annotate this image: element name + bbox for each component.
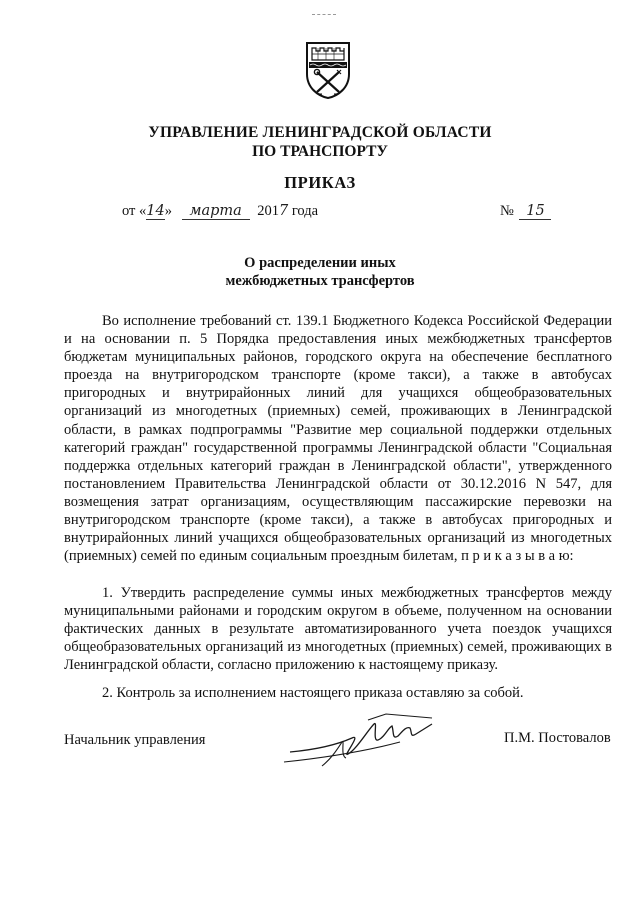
order-item-1-text: 1. Утвердить распределение суммы иных межбюджетных трансфертов между муниципальными районами и городским округом в объеме, полученном на основании фактических данных в результате автоматизированного учета поездок учащихся общеобразовательных организаций из многодетных (приемных) семей, проживающих в Ленинградской области, согласно приложению к настоящему приказу. [64, 585, 612, 674]
preamble-text: Во исполнение требований ст. 139.1 Бюджетного Кодекса Российской Федерации и на основании п. 5 Порядка предоставления иных межбюджетных трансфертов бюджетам муниципальных районов, городского округа на обеспечение бесплатного проезда на внутригородском транспорте (кроме такси), а также в автобусах пригородных и внутрирайонных линий для учащихся общеобразовательных организаций из многодетных (приемных) семей, проживающих в Ленинградской области, в рамках подпрограммы "Развитие мер социальной поддержки отдельных категорий граждан" государственной программы Ленинградской области "Социальная поддержка отдельных категорий граждан в Ленинградской области", утвержденного постановлением Правительства Ленинградской области от 30.12.2016 N 547, для возмещения затрат организациям, осуществляющим пассажирские перевозки на внутригородском транспорте (кроме такси), а также в автобусах пригородных и внутрирайонных линий учащихся общеобразовательных организаций из многодетных (приемных) семей по единым социальным проездным билетам, [64, 313, 612, 565]
org-name-line1: УПРАВЛЕНИЕ ЛЕНИНГРАДСКОЙ ОБЛАСТИ [148, 124, 492, 141]
date-day: 14 [146, 203, 165, 219]
order-number [500, 203, 551, 220]
org-name-line2: ПО ТРАНСПОРТУ [252, 143, 388, 160]
subject-line1: О распределении иных [244, 255, 396, 271]
subject-line2: межбюджетных трансфертов [225, 273, 415, 289]
date-year-digit: 7 [278, 203, 289, 219]
order-item-2-text: 2. Контроль за исполнением настоящего приказа оставляю за собой. [102, 685, 524, 701]
order-word: п р и к а з ы в а ю: [461, 548, 574, 565]
coat-of-arms-emblem [304, 40, 352, 100]
signatory-position: Начальник управления [64, 732, 206, 748]
date-suffix: года [291, 203, 319, 219]
date-prefix: от « [122, 203, 147, 219]
preamble-paragraph [64, 312, 612, 565]
document-type-title: ПРИКАЗ [284, 173, 356, 192]
handwritten-signature [282, 700, 442, 780]
date-month: марта [182, 203, 250, 220]
date-mid: » [164, 203, 172, 219]
date-line [122, 203, 318, 220]
order-number-value: 15 [519, 203, 551, 220]
signatory-name: П.М. Постовалов [504, 730, 611, 746]
scan-mark [312, 14, 336, 16]
date-year-prefix: 201 [257, 203, 279, 219]
order-item-1 [64, 584, 612, 674]
order-number-label: № [500, 203, 514, 219]
